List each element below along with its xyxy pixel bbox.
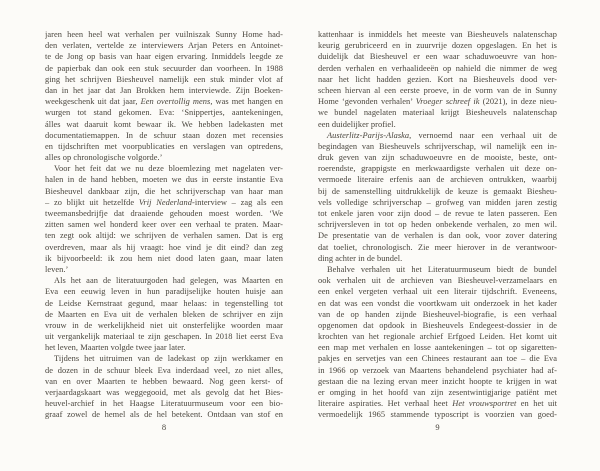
text-line: van de op handen zijnde Biesheuvel-biografie, is een verhaal [318,309,557,319]
text-line: de Maarten en Eva uit de verhalen bleken de schrijver en zijn [45,309,283,319]
text-line: Austerlitz-Parijs-Alaska, vernoemd naar een verhaal uit de [327,130,557,140]
text-line: Home ‘gevonden verhalen’ Vroeger schreef ik (2021), in deze nieu- [318,97,557,107]
text-line: graaf zowel de hemel als de hel betekent. Ontdaan van stof en [45,410,283,420]
text-line: ging het schrijven Biesheuvel namelijk een stuk minder vlot af [45,74,283,84]
text-line: vermoede literaire erfenis aan de archieven ontrukken, waarbij [318,175,557,185]
page-right-text [318,0,557,421]
text-line: De presentatie van de verhalen is dan ook, voor zover datering [318,231,557,241]
text-line: duidelijk dat Biesheuvel er een waar schaduwoeuvre van hon- [318,52,557,62]
text-line: de dozen in de schuur bleek Eva inderdaad veel, zo niet alles, [45,365,283,375]
text-line: dat toeliet, chronologisch. Zie meer hierover in de verantwoor- [318,242,557,252]
text-line: tweemansbedrijfje dat draaiende gehouden moest worden. ‘We [45,209,283,218]
text-line: het leven, Maarten volgde twee jaar later. [45,343,186,353]
text-line: krochten van het regionale archief Erfgoed Leiden. Het komt uit [318,332,557,342]
text-line: de Leidse Kernstraat gegund, maar helaas: in tegenstelling tot [45,298,283,308]
text-line: Behalve verhalen uit het Literatuurmuseum biedt de bundel [327,264,557,274]
text-line: Als het aan de literatuurgoden had gelegen, was Maarten en [54,276,283,286]
text-line: naar het licht hadden gezien. Kort na Biesheuvels dood ver- [318,74,557,84]
text-line: de papierbak dan ook een stuk secuurder dan voorheen. In 1988 [45,63,283,73]
text-line: weekgeschenk uit dat jaar, Een overtollig mens, was met hangen en [45,97,283,107]
text-line: te de Jong op basis van haar eigen ervaring. Inmiddels leegde ze [45,52,283,62]
text-line: zitten samen wel honderd keer over een verhaal te praten. Maar- [45,220,283,230]
text-line: bij de samenstelling uitdrukkelijk de keuze is gemaakt Biesheu- [318,186,557,196]
text-line: Voor het feit dat we nu deze bloemlezing met nagelaten ver- [54,164,283,174]
text-line: vrouw in de werkelijkheid niet uit onsterfelijke woorden maar [45,320,283,330]
text-line: scheen hiervan al een eerste proeve, in de vorm van de in Sunny [318,85,557,95]
text-line: halen in de hand hebben, moeten we dus in eerste instantie Eva [45,175,283,185]
text-line: dan in het jaar dat Jan Brokken hem interviewde. Zijn Boeken- [45,85,283,95]
page-left-text [45,0,283,421]
text-line: jaren heen heel wat verhalen per vuilniszak Sunny Home had- [45,30,283,39]
text-line: schrijversleven in tot op heden onbekende verhalen, zo men wil. [318,220,557,230]
text-line: gestaan die na lezing ervan meer inzicht hoopte te krijgen in wat [318,376,557,386]
text-line: álles wat daaruit komt bewaar ik. We hebben ladekasten met [45,119,283,129]
text-line: Eva een eeuwig leven in hun paradijselijke houten huisje aan [45,287,283,297]
text-line: vels volledige schrijverschap – grofweg van midden jaren zestig [318,197,557,207]
text-line: ding achter in de bundel. [318,253,403,263]
text-line: leven.’ [45,264,69,274]
text-line: van en over Maarten te hebben bewaard. Nog geen kerst- of [45,376,283,386]
text-line: ten zegt ook altijd: we schrijven de verhalen samen. Dat is erg [45,231,283,241]
text-line: er omging in het hoofd van zijn zesentwintigjarige patiënt met [318,388,557,397]
text-line: tot enkele jaren voor zijn dood – de revue te laten passeren. Een [318,209,557,218]
text-line: en tijdschriften met voorpublicaties en verslagen van optredens, [45,141,283,151]
text-line: overdreven, maar als hij vraagt: hoe vind je dit eind? dan zeg [45,242,283,252]
text-line: opgenomen dat opdook in Biesheuvels Endegeest-dossier in de [318,320,557,330]
text-line: verjaardagskaart was weggegooid, met als gevolg dat het Bies- [45,388,283,397]
page-number-left: 8 [161,422,167,432]
text-line: pakjes en servetjes van een Chinees restaurant aan toe – die Eva [318,354,557,364]
text-line: we bundel nagelaten materiaal krijgt Biesheuvels nalatenschap [318,108,557,118]
text-line: alles op chronologische volgorde.’ [45,153,163,163]
text-line: een enkel vergeten verhaal uit een literair tijdschrift. Eveneens, [318,287,557,297]
text-line: en dat was een vondst die voortkwam uit onderzoek in het kader [318,298,557,308]
text-line: den verlaten, vertelde ze interviewers Arjan Peters en Antoinet- [45,41,283,51]
text-line: roerendste, grappigste en merkwaardigste verhalen uit deze on- [318,164,557,174]
text-line: ik bijvoorbeeld: ik zou hem niet dood laten gaan, maar laten [45,253,283,263]
text-line: kattenhaar is inmiddels het meeste van Biesheuvels nalatenschap [318,30,557,39]
text-line: in 1966 op verzoek van Maartens behandelend psychiater had af- [318,365,557,375]
text-line: heuvel-archief in het Haagse Literatuurmuseum voor een bio- [45,399,283,409]
text-line: wurgen tot stand gekomen. Eva: ‘Snippertjes, aantekeningen, [45,108,283,118]
text-line: uit vergankelijk materiaal te zijn geschapen. In 2018 liet eerst Eva [45,332,283,342]
text-line: druk geven van zijn schaduwoeuvre en de mooiste, beste, ont- [318,153,557,163]
text-line: begindagen van Biesheuvels schrijverschap, wil namelijk een in- [318,141,557,151]
text-line: een duidelijker profiel. [318,119,396,129]
text-line: keurig gerubriceerd en in zuurvrije dozen opgeslagen. En het is [318,41,557,51]
page-right [318,0,557,471]
text-line: literaire aspiraties. Het verhaal heet Het vrouwsportret en het uit [318,399,557,409]
text-line: een map met verhalen en losse aantekeningen – tot op sigaretten- [318,343,557,353]
text-line: documentatiemappen. In de schuur staan dozen met recensies [45,130,283,140]
text-line: Tijdens het uitruimen van de ladekast op zijn werkkamer en [54,354,283,364]
page-number-right: 9 [435,422,440,432]
text-line: vermoedelijk 1965 stammende typoscript is voorzien van goed- [318,410,557,420]
text-line: derden verhalen en verhaalideeën op nahield die nimmer de weg [318,63,557,73]
text-line: ook verhalen uit de archieven van Biesheuvel-verzamelaars en [318,276,557,286]
text-line: – zo blijkt uit hetzelfde Vrij Nederland-interview – zag als een [45,197,283,207]
page-left [45,0,283,471]
text-line: Biesheuvel dankbaar zijn, die het schrijverschap van haar man [45,186,283,196]
